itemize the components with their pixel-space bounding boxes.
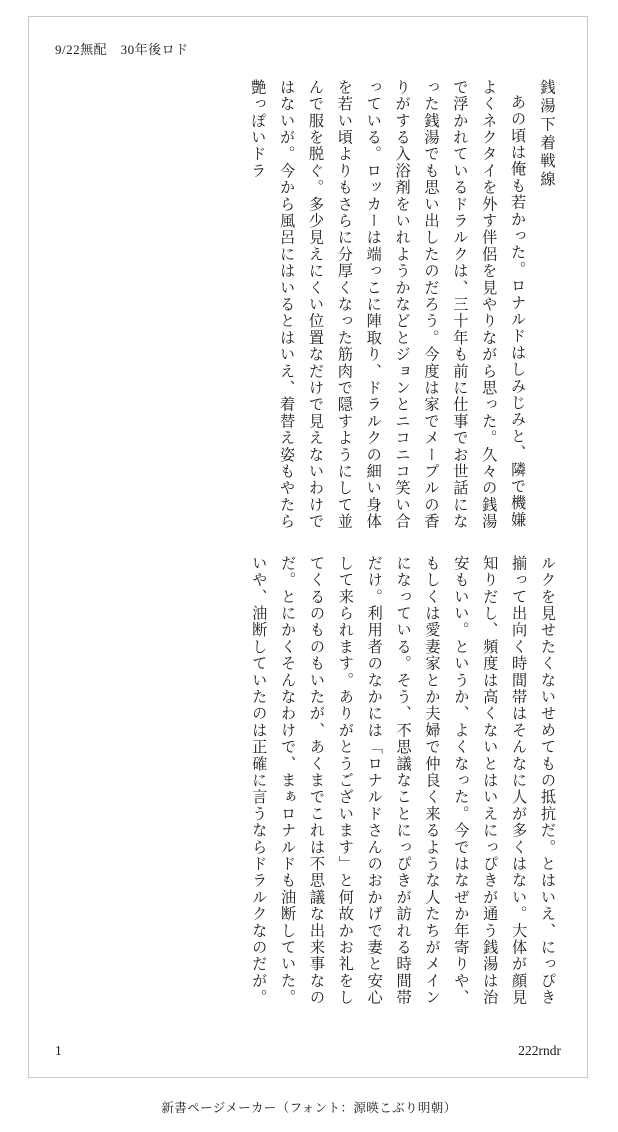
- document-page: [28, 16, 588, 1078]
- vertical-text-body: [55, 79, 561, 1011]
- generator-caption: 新書ページメーカー（フォント：源暎こぶり明朝）: [161, 1101, 457, 1115]
- page-tag: 222rndr: [518, 1043, 561, 1058]
- page-content-area: [29, 17, 587, 1077]
- body-paragraph-lower: ルクを見せたくないせめてもの抵抗だ。とはいえ、にっぴき揃って出向く時間帯はそんなに人が多くはない。大体が顔見知りだし、頻度は高くないとはいえにっぴきが通う銭湯は治安もいい。というか、よくなった。今ではなぜか年寄りや、もしくは愛妻家とか夫婦で仲良く来るような人たちがメインになっている。そう、不思議なことにっぴきが訪れる時間帯だけ。利用者のなかには「ロナルドさんのおかげで妻と安心して来られます。ありがとうございます」と何故かお礼をしてくるのものもいたが、あくまでこれは不思議な出来事なのだ。とにかくそんなわけで、まぁロナルドも油断していた。いや、油断していたのは正確に言うならドラルクなのだが。: [250, 555, 556, 1006]
- page-header-note: 9/22無配 30年後ロド: [55, 42, 189, 57]
- page-title: 銭湯下着戦線: [538, 79, 555, 190]
- text-block-lower: [55, 545, 561, 1011]
- page-footer: [55, 1043, 561, 1059]
- body-paragraph-upper: あの頃は俺も若かった。ロナルドはしみじみと、隣で機嫌よくネクタイを外す伴侶を見やりながら思った。久々の銭湯で浮かれているドラルクは、三十年も前に仕事でお世話になった銭湯でも思い出したのだろう。今度は家でメープルの香りがする入浴剤をいれようかなどとジョンとニコニコ笑い合っている。ロッカーは端っこに陣取り、ドラルクの細い身体を若い頃よりもさらに分厚くなった筋肉で隠すようにして並んで服を脱ぐ。多少見えにくい位置なだけで見えないわけではないが。今から風呂にはいるとはいえ、着替え姿もやたら艶っぽいドラ: [249, 79, 527, 530]
- text-block-upper: [55, 79, 561, 545]
- page-number: 1: [55, 1043, 62, 1058]
